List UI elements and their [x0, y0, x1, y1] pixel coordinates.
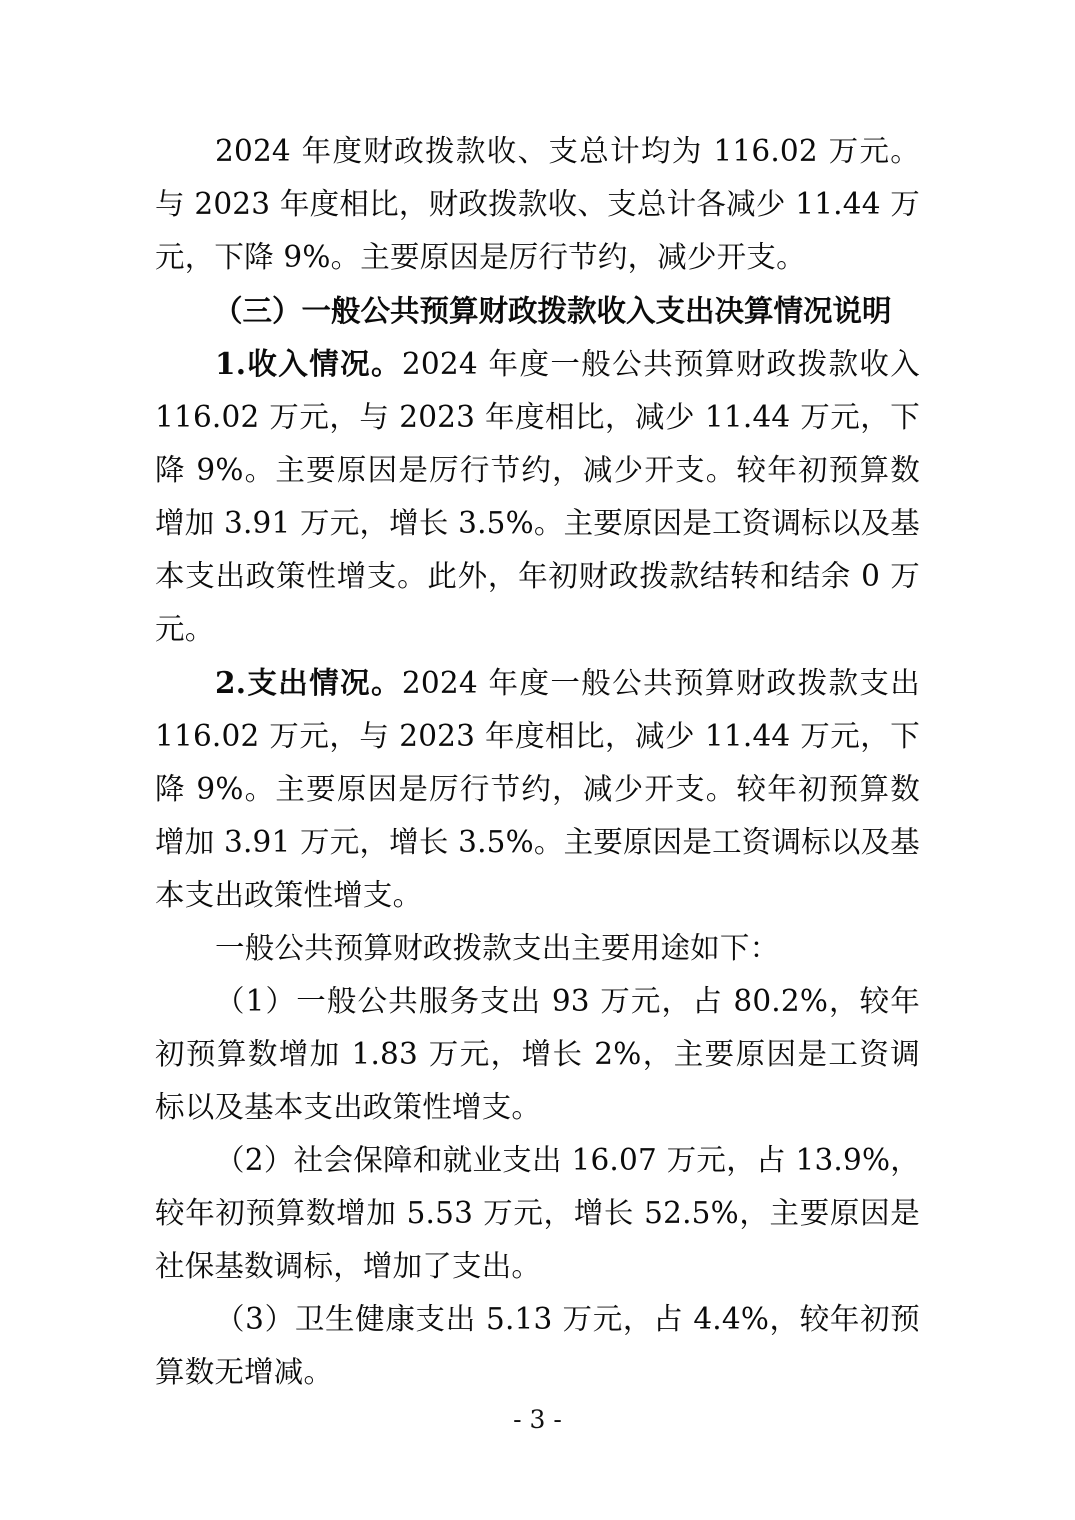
paragraph-item-health: （3）卫生健康支出 5.13 万元，占 4.4%，较年初预算数无增减。 — [155, 1302, 920, 1389]
paragraph-expenditure-text: 2024 年度一般公共预算财政拨款支出 116.02 万元，与 2023 年度相比，减少 11.44 万元，下降 9%。主要原因是厉行节约，减少开支。较年初预算数增加 3.91 万元，增长 3.5%。主要原因是工资调标以及基本支出政策性增支。 — [155, 666, 920, 912]
paragraph-income-situation — [155, 337, 920, 656]
paragraph-total-appropriation: 2024 年度财政拨款收、支总计均为 116.02 万元。与 2023 年度相比，财政拨款收、支总计各减少 11.44 万元，下降 9%。主要原因是厉行节约，减少开支。 — [155, 134, 920, 274]
section-heading-general-public-budget: （三）一般公共预算财政拨款收入支出决算情况说明 — [213, 293, 892, 328]
paragraph-expenditure-situation — [155, 656, 920, 922]
paragraph-item-social-security-employment: （2）社会保障和就业支出 16.07 万元，占 13.9%，较年初预算数增加 5.53 万元，增长 52.5%，主要原因是社保基数调标，增加了支出。 — [155, 1143, 920, 1283]
paragraph-income-text: 2024 年度一般公共预算财政拨款收入 116.02 万元，与 2023 年度相比，减少 11.44 万元，下降 9%。主要原因是厉行节约，减少开支。较年初预算数增加 3.91 万元，增长 3.5%。主要原因是工资调标以及基本支出政策性增支。此外，年初财政拨款结转和结余 0 万元。 — [155, 347, 920, 646]
paragraph-main-uses-intro: 一般公共预算财政拨款支出主要用途如下： — [215, 931, 780, 965]
page-number: - 3 - — [513, 1405, 562, 1434]
paragraph-item-general-public-service: （1）一般公共服务支出 93 万元，占 80.2%，较年初预算数增加 1.83 万元，增长 2%，主要原因是工资调标以及基本支出政策性增支。 — [155, 984, 920, 1124]
paragraph-income-lead: 1.收入情况。 — [215, 346, 402, 381]
paragraph-expenditure-lead: 2.支出情况。 — [215, 665, 402, 700]
document-body — [155, 125, 920, 1399]
